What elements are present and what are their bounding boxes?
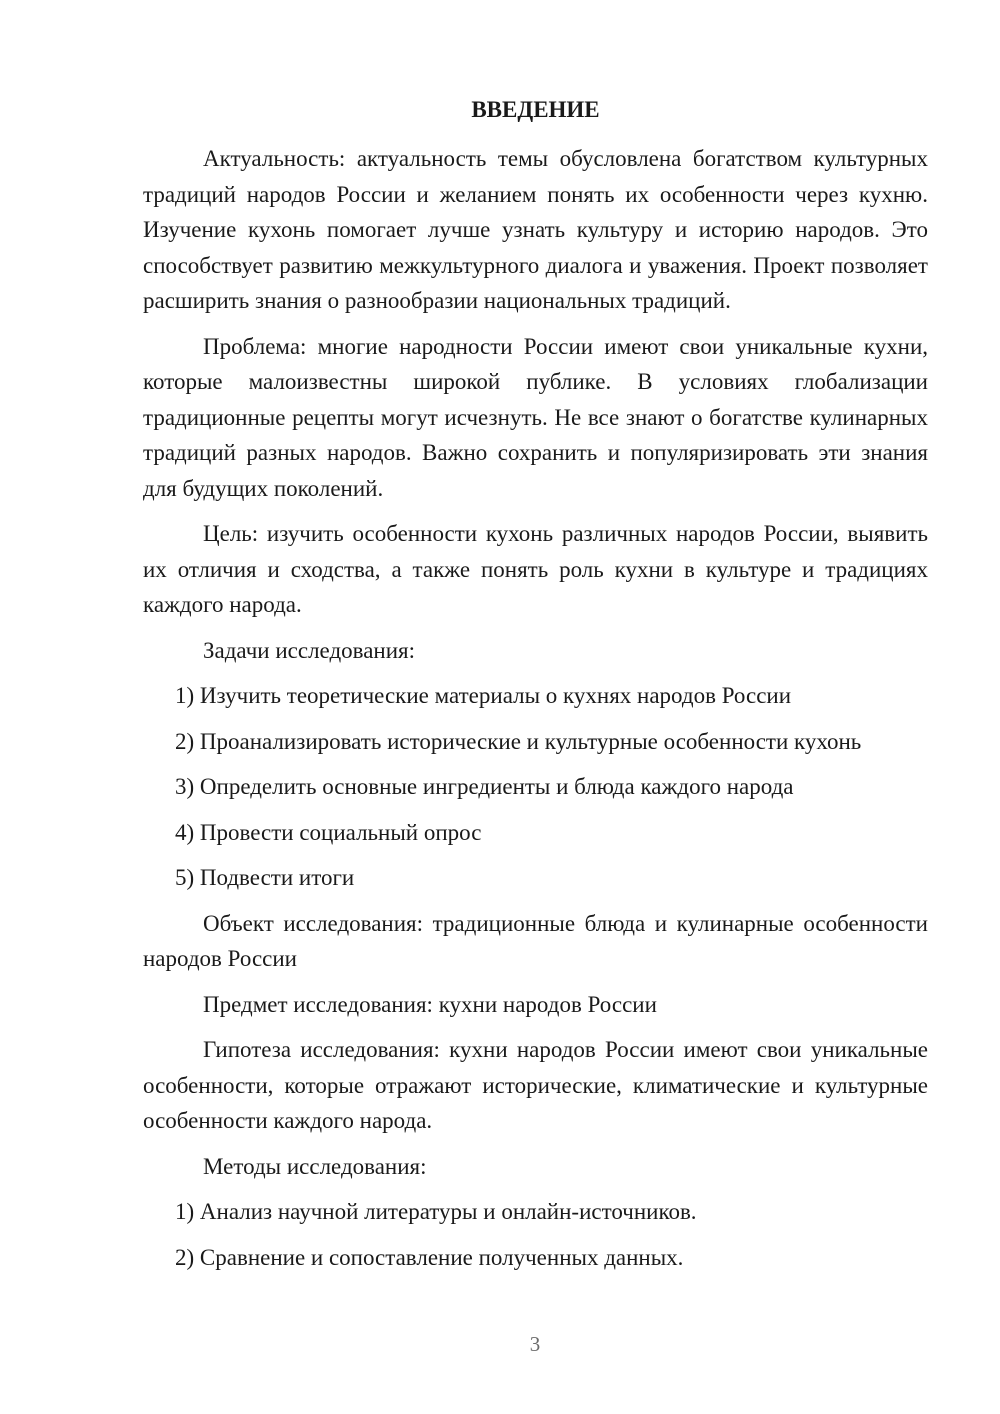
- task-item: 5) Подвести итоги: [175, 865, 355, 890]
- task-item: 4) Провести социальный опрос: [175, 819, 482, 845]
- page-content: [143, 92, 928, 1285]
- problem-paragraph: Проблема: многие народности России имеют свои уникальные кухни, которые малоизвестны широкой публике. В условиях глобализации традиционные рецепты могут исчезнуть. Не все знают о богатстве кулинарных традиций разных народов. Важно сохранить и популяризировать эти знания для будущих поколений.: [143, 333, 928, 501]
- page-title: ВВЕДЕНИЕ: [471, 97, 600, 122]
- page-number: 3: [529, 1332, 541, 1356]
- tasks-heading: Задачи исследования:: [203, 637, 416, 663]
- object-paragraph: Объект исследования: традиционные блюда и кулинарные особенности народов России: [143, 910, 928, 971]
- hypothesis-paragraph: Гипотеза исследования: кухни народов России имеют свои уникальные особенности, которые отражают исторические, климатические и культурные особенности каждого народа.: [143, 1037, 928, 1133]
- relevance-paragraph: Актуальность: актуальность темы обусловлена богатством культурных традиций народов России и желанием понять их особенности через кухню. Изучение кухонь помогает лучше узнать культуру и историю народов. Это способствует развитию межкультурного диалога и уважения. Проект позволяет расширить знания о разнообразии национальных традиций.: [143, 146, 928, 313]
- subject-paragraph: Предмет исследования: кухни народов России: [203, 991, 657, 1017]
- goal-paragraph: Цель: изучить особенности кухонь различных народов России, выявить их отличия и сходства, а также понять роль кухни в культуре и традициях каждого народа.: [143, 521, 928, 617]
- task-item: 2) Проанализировать исторические и культурные особенности кухонь: [175, 728, 862, 754]
- task-item: 3) Определить основные ингредиенты и блюда каждого народа: [175, 774, 794, 799]
- task-item: 1) Изучить теоретические материалы о кухнях народов России: [175, 683, 792, 708]
- method-item: 1) Анализ научной литературы и онлайн-источников.: [175, 1199, 697, 1224]
- method-item: 2) Сравнение и сопоставление полученных данных.: [175, 1244, 684, 1270]
- methods-heading: Методы исследования:: [203, 1153, 427, 1179]
